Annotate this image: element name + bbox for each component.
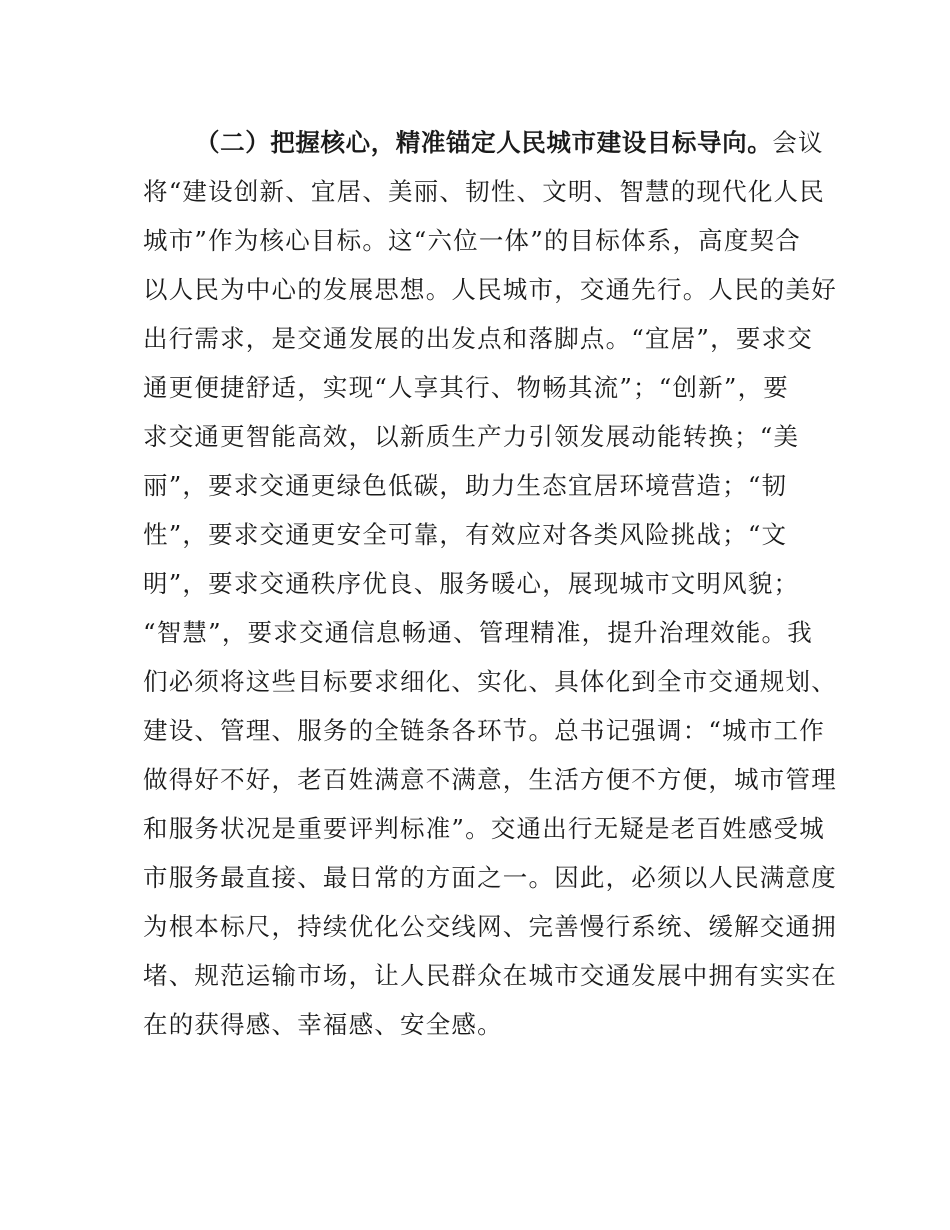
paragraph-line: 将“建设创新、宜居、美丽、韧性、文明、智慧的现代化人民 bbox=[143, 177, 825, 206]
paragraph-line: “智慧”，要求交通信息畅通、管理精准，提升治理效能。我 bbox=[143, 618, 813, 647]
paragraph-line: 出行需求，是交通发展的出发点和落脚点。“宜居”，要求交 bbox=[143, 324, 813, 353]
paragraph-line: 以人民为中心的发展思想。人民城市，交通先行。人民的美好 bbox=[143, 275, 837, 304]
paragraph-line: 通更便捷舒适，实现“人享其行、物畅其流”；“创新”，要 bbox=[143, 373, 789, 402]
paragraph-line: 求交通更智能高效，以新质生产力引领发展动能转换；“美 bbox=[143, 422, 800, 451]
paragraph-line: 性”，要求交通更安全可靠，有效应对各类风险挑战；“文 bbox=[143, 520, 788, 549]
paragraph-line bbox=[143, 118, 824, 167]
paragraph-line: 和服务状况是重要评判标准”。交通出行无疑是老百姓感受城 bbox=[143, 814, 825, 843]
paragraph-line: 丽”，要求交通更绿色低碳，助力生态宜居环境营造；“韧 bbox=[143, 471, 788, 500]
paragraph-line: 城市”作为核心目标。这“六位一体”的目标体系，高度契合 bbox=[143, 226, 801, 255]
section-heading: （二）把握核心，精准锚定人民城市建设目标导向。 bbox=[195, 128, 773, 157]
paragraph-line: 市服务最直接、最日常的方面之一。因此，必须以人民满意度 bbox=[143, 863, 837, 892]
heading-line-continuation: 会议 bbox=[772, 128, 824, 157]
paragraph-line: 明”，要求交通秩序优良、服务暖心，展现城市文明风貌； bbox=[143, 569, 800, 598]
paragraph-line: 做得好不好，老百姓满意不满意，生活方便不方便，城市管理 bbox=[143, 765, 837, 794]
paragraph-line: 在的获得感、幸福感、安全感。 bbox=[143, 1010, 503, 1039]
paragraph-line: 堵、规范运输市场，让人民群众在城市交通发展中拥有实实在 bbox=[143, 961, 837, 990]
body-paragraph bbox=[143, 118, 837, 1049]
paragraph-line: 们必须将这些目标要求细化、实化、具体化到全市交通规划、 bbox=[143, 667, 837, 696]
paragraph-line: 为根本标尺，持续优化公交线网、完善慢行系统、缓解交通拥 bbox=[143, 912, 837, 941]
paragraph-line: 建设、管理、服务的全链条各环节。总书记强调：“城市工作 bbox=[143, 716, 825, 745]
